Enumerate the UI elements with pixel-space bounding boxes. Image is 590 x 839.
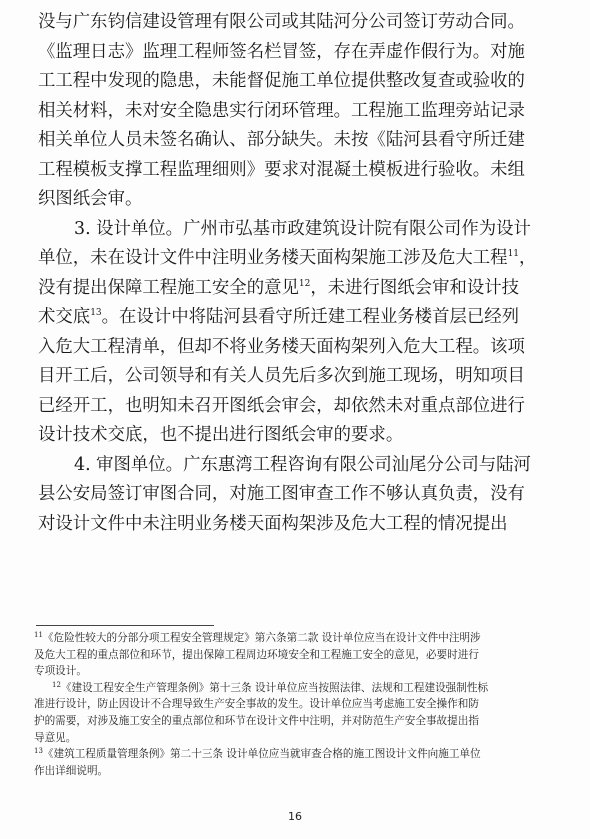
text-segment: 。在设计中将陆河县看守所迁建工程业务楼首层已经列 [101, 307, 520, 327]
footnote-11 [34, 630, 562, 647]
text-line: 对设计文件中未注明业务楼天面构架涉及危大工程的情况提出 [38, 513, 508, 534]
text-line: 工工程中发现的隐患，未能督促施工单位提供整改复查或验收的 [38, 71, 525, 91]
text-line [38, 244, 560, 274]
text-line: 入危大工程清单，但却不将业务楼天面构架列入危大工程。该项 [38, 336, 525, 357]
text-segment: ，未进行图纸会审和设计技 [310, 277, 520, 298]
footnote-12 [34, 680, 562, 697]
text-segment: 术交底 [38, 307, 91, 327]
text-line: 相关单位人员未签名确认、部分缺失。未按《陆河县看守所迁建 [38, 130, 525, 150]
text-line [38, 303, 560, 333]
text-segment: 没有提出保障工程施工安全的意见 [38, 277, 299, 298]
footnote-line: 专项设计。 [34, 665, 87, 678]
footnote-number: 12 [52, 680, 61, 689]
footnotes [34, 630, 562, 779]
footnote-line: 护的需要，对涉及施工安全的重点部位和环节在设计文件中注明，并对防范生产安全事故提出指 [34, 714, 479, 727]
footnote-text: 《建设工程安全生产管理条例》第十三条 设计单位应当按照法律、法规和工程建设强制性标 [60, 681, 489, 694]
footnote-text: 《建筑工程质量管理条例》第二十三条 设计单位应当就审查合格的施工图设计文件向施工单位 [42, 748, 481, 761]
text-line: 相关材料，未对安全隐患实行闭环管理。工程施工监理旁站记录 [38, 100, 525, 121]
footnote-line: 及危大工程的重点部位和环节，提出保障工程周边环境安全和工程施工安全的意见，必要时进行 [34, 648, 479, 661]
text-line [38, 274, 560, 304]
footnote-ref-13[interactable]: 13 [90, 308, 102, 318]
body-text [38, 8, 560, 539]
page-number: 16 [288, 810, 302, 823]
footnote-number: 11 [34, 631, 43, 639]
footnote-line: 导意见。 [34, 731, 77, 744]
paragraph-review-unit-start: 4. 审图单位。广东惠湾工程咨询有限公司汕尾分公司与陆河 [74, 454, 531, 475]
footnote-ref-12[interactable]: 12 [298, 278, 311, 289]
text-line: 县公安局签订审图合同，对施工图审查工作不够认真负责，没有 [38, 484, 525, 504]
text-line: 目开工后，公司领导和有关人员先后多次到施工现场，明知项目 [38, 366, 525, 386]
paragraph-design-unit-start: 3. 设计单位。广州市弘基市政建筑设计院有限公司作为设计 [74, 218, 531, 239]
text-line: 没与广东钧信建设管理有限公司或其陆河分公司签订劳动合同。 [38, 12, 525, 32]
footnote-text: 《危险性较大的分部分项工程安全管理规定》第六条第二款 设计单位应当在设计文件中注明涉 [42, 632, 481, 644]
footnote-line: 准进行设计，防止因设计不合理导致生产安全事故的发生。设计单位应当考虑施工安全操作和防 [34, 698, 479, 711]
text-line: 已经开工，也明知未召开图纸会审会，却依然未对重点部位进行 [38, 395, 525, 416]
text-line: 《监理日志》监理工程师签名栏冒签，存在弄虚作假行为。对施 [38, 41, 525, 62]
footnote-divider [36, 625, 214, 626]
text-line: 织图纸会审。 [38, 189, 143, 209]
text-line: 工程模板支撑工程监理细则》要求对混凝土模板进行验收。未组 [38, 159, 525, 180]
text-line: 设计技术交底，也不提出进行图纸会审的要求。 [38, 425, 404, 445]
text-segment: ， [519, 248, 537, 268]
footnote-ref-11[interactable]: 11 [507, 249, 520, 259]
footnote-number: 13 [34, 747, 43, 756]
footnote-line: 作出详细说明。 [34, 764, 109, 777]
text-segment: 单位，未在设计文件中注明业务楼天面构架施工涉及危大工程 [38, 248, 508, 268]
footnote-13 [34, 746, 562, 763]
